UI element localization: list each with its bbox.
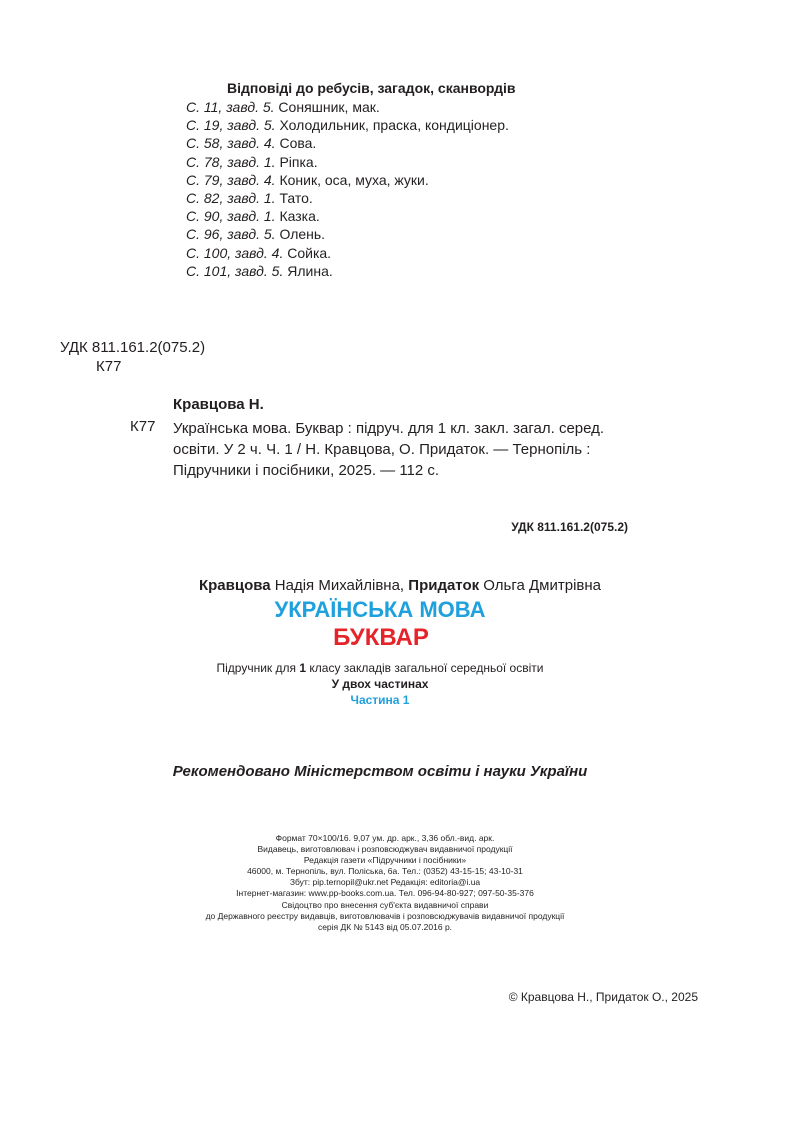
catalog-author: Кравцова Н. xyxy=(173,396,264,413)
answer-text: Казка. xyxy=(275,208,320,225)
answer-item xyxy=(186,207,509,225)
part-label: Частина 1 xyxy=(350,693,410,707)
answer-item xyxy=(186,116,509,134)
answer-item xyxy=(186,98,509,116)
answer-reference: С. 96, завд. 5. xyxy=(186,226,276,243)
answer-item xyxy=(186,189,509,207)
answer-reference: С. 100, завд. 4. xyxy=(186,244,284,261)
author2-name: Ольга Дмитрівна xyxy=(479,577,602,594)
answer-reference: С. 90, завд. 1. xyxy=(186,208,276,225)
book-subtitle: БУКВАР xyxy=(333,624,429,651)
imprint-line: до Державного реєстру видавців, виготовлювачів і розповсюджувачів видавничої продукції xyxy=(205,910,565,921)
udk-code: УДК 811.161.2(075.2) xyxy=(60,339,206,356)
answer-reference: С. 19, завд. 5. xyxy=(186,117,276,134)
answer-text: Ялина. xyxy=(283,262,333,279)
copyright: © Кравцова Н., Придаток О., 2025 xyxy=(508,990,698,1004)
answer-text: Сова. xyxy=(275,135,317,152)
udk-code-right: УДК 811.161.2(075.2) xyxy=(511,520,628,534)
recommendation: Рекомендовано Міністерством освіти і науки України xyxy=(172,763,588,780)
answer-reference: С. 58, завд. 4. xyxy=(186,135,276,152)
answer-text: Ріпка. xyxy=(275,153,318,170)
author-mark: К77 xyxy=(96,358,122,375)
bibliographic-description: Українська мова. Буквар : підруч. для 1 кл. закл. загал. серед. освіти. У 2 ч. Ч. 1 / Н. Кравцова, О. Придаток. — Тернопіль : Підручники і посібники, 2025. — 112 с. xyxy=(173,420,605,479)
imprint-line: Інтернет-магазин: www.pp-books.com.ua. Тел. 096-94-80-927; 097-50-35-376 xyxy=(236,888,534,899)
answer-item xyxy=(186,171,509,189)
answer-item xyxy=(186,244,509,262)
imprint-line: Збут: pip.ternopil@ukr.net Редакція: editoria@i.ua xyxy=(289,877,481,888)
answers-list xyxy=(186,98,509,280)
answer-item xyxy=(186,153,509,171)
textbook-pre: Підручник для xyxy=(216,661,300,675)
answer-text: Олень. xyxy=(275,226,326,243)
imprint-line: серія ДК № 5143 від 05.07.2016 р. xyxy=(317,921,453,932)
answer-text: Сойка. xyxy=(283,244,332,261)
book-title: УКРАЇНСЬКА МОВА xyxy=(274,597,486,622)
author2-surname: Придаток xyxy=(408,577,480,594)
answer-text: Соняшник, мак. xyxy=(274,99,380,115)
answer-text: Холодильник, праска, кондиціонер. xyxy=(275,117,509,134)
answer-reference: С. 79, завд. 4. xyxy=(186,171,276,188)
answer-text: Тато. xyxy=(275,190,313,207)
authors-line xyxy=(0,577,800,594)
textbook-post: класу закладів загальної середньої освіти xyxy=(306,661,544,675)
answer-reference: С. 82, завд. 1. xyxy=(186,190,276,207)
author1-name: Надія Михайлівна, xyxy=(270,577,409,594)
textbook-description xyxy=(0,661,760,675)
answer-reference: С. 11, завд. 5. xyxy=(186,99,275,115)
answer-reference: С. 78, завд. 1. xyxy=(186,153,276,170)
parts-note: У двох частинах xyxy=(331,677,429,691)
author-mark-margin: К77 xyxy=(130,418,156,435)
answer-reference: С. 101, завд. 5. xyxy=(186,262,284,279)
grade-number: 1 xyxy=(299,661,307,675)
answer-item xyxy=(186,134,509,152)
imprint-line: Видавець, виготовлювач і розповсюджувач видавничої продукції xyxy=(257,844,513,855)
answer-text: Коник, оса, муха, жуки. xyxy=(275,171,429,188)
answers-heading: Відповіді до ребусів, загадок, сканвордів xyxy=(227,80,516,96)
imprint-line: Формат 70×100/16. 9,07 ум. др. арк., 3,36 обл.-вид. арк. xyxy=(275,833,495,843)
imprint-line: Редакція газети «Підручники і посібники» xyxy=(303,855,467,866)
imprint-block xyxy=(140,833,630,933)
imprint-line: 46000, м. Тернопіль, вул. Поліська, 6а. Тел.: (0352) 43-15-15; 43-10-31 xyxy=(247,866,523,877)
imprint-line: Свідоцтво про внесення суб'єкта видавничої справи xyxy=(281,899,489,910)
answer-item xyxy=(186,225,509,243)
answer-item xyxy=(186,262,509,280)
author1-surname: Кравцова xyxy=(198,577,271,594)
